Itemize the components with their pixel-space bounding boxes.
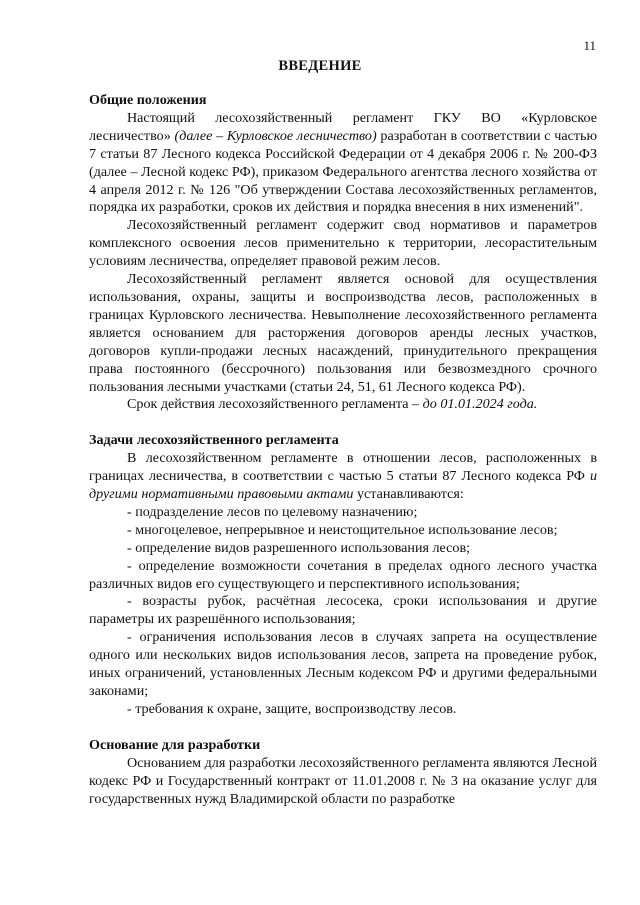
section-heading-basis: Основание для разработки: [89, 736, 261, 753]
list-item: - требования к охране, защите, воспроизводству лесов.: [127, 700, 457, 717]
list-item: - возрасты рубок, расчётная лесосека, сроки использования и другие параметры их разрешённого использования;: [89, 593, 597, 628]
list-item: - определение возможности сочетания в пределах одного лесного участка различных видов его существующего и перспективного использования;: [89, 557, 597, 592]
text-run: Настоящий лесохозяйственный регламент ГКУ ВО «Курловское лесничество»: [89, 109, 597, 144]
italic-text-run: и другими нормативными правовыми актами: [89, 468, 597, 503]
italic-text-run: (далее – Курловское лесничество): [174, 127, 377, 144]
page-title: ВВЕДЕНИЕ: [278, 58, 362, 74]
paragraph-general-3: Лесохозяйственный регламент является основой для осуществления использования, охраны, защиты и воспроизводства лесов, расположенных в границах Курловского лесничества. Невыполнение лесохозяйственного регламента является основанием для расторжения договоров аренды лесных участков, договоров купли-продажи лесных насаждений, принудительного прекращения права постоянного (бессрочного) пользования или безвозмездного срочного пользования лесными участками (статьи 24, 51, 61 Лесного кодекса РФ).: [89, 271, 597, 395]
list-item: - подразделение лесов по целевому назначению;: [127, 503, 418, 520]
page-number: 11: [583, 38, 596, 53]
paragraph-general-1: [89, 110, 597, 217]
paragraph-general-4: [89, 396, 597, 414]
paragraph-general-2: Лесохозяйственный регламент содержит свод нормативов и параметров комплексного освоения лесов применительно к территории, лесорастительным условиям лесничества, определяет правовой режим лесов.: [89, 217, 597, 270]
text-run: Срок действия лесохозяйственного регламента –: [127, 396, 423, 413]
text-run: В лесохозяйственном регламенте в отношении лесов, расположенных в границах лесничества, в соответствии с частью 5 статьи 87 Лесного кодекса РФ: [89, 450, 597, 485]
paragraph-tasks-intro: [89, 450, 597, 504]
section-spacer: [89, 719, 597, 737]
section-spacer: [89, 414, 597, 432]
paragraph-basis-1: Основанием для разработки лесохозяйственного регламента являются Лесной кодекс РФ и Государственный контракт от 11.01.2008 г. № 3 на оказание услуг для государственных нужд Владимирской области по разработке: [89, 754, 597, 807]
section-heading-general: Общие положения: [89, 92, 207, 108]
text-run: устанавливаются:: [353, 486, 464, 503]
list-item: - многоцелевое, непрерывное и неистощительное использование лесов;: [127, 521, 558, 538]
list-item: - ограничения использования лесов в случаях запрета на осуществление одного или нескольких видов использования лесов, запрета на проведение рубок, иных ограничений, установленных Лесным кодексом РФ и другими федеральными законами;: [89, 629, 597, 699]
document-body: [89, 92, 597, 808]
list-item: - определение видов разрешенного использования лесов;: [127, 539, 471, 556]
section-heading-tasks: Задачи лесохозяйственного регламента: [89, 432, 339, 449]
italic-text-run: до 01.01.2024 года.: [422, 396, 538, 413]
text-run: разработан в соответствии с частью 7 статьи 87 Лесного кодекса Российской Федерации от 4 декабря 2006 г. № 200-ФЗ (далее – Лесной кодекс РФ), приказом Федерального агентства лесного хозяйства от 4 апреля 2012 г. № 126 "Об утверждении Состава лесохозяйственных регламентов, порядка их разработки, сроков их действия и порядка внесения в них изменений".: [89, 127, 598, 216]
